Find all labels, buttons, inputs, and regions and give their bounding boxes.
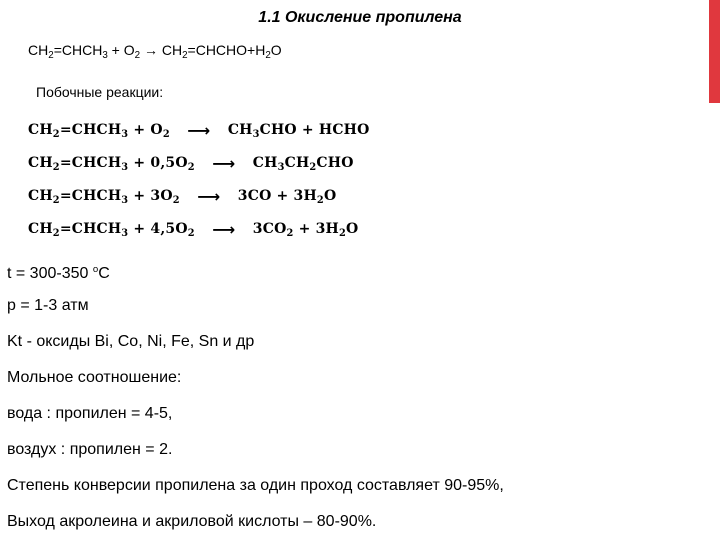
side-reaction-2 — [28, 147, 398, 180]
side-reaction-3 — [28, 180, 398, 213]
reaction-products: $CH_3CHO$ + HCHO — [227, 121, 370, 140]
reaction-reactants: $CH_2=CHCH_3 + 0,5O_2$ — [28, 154, 195, 173]
eq-text: =CHCHO+H — [187, 42, 266, 58]
eq-subscript: 2 — [182, 50, 188, 61]
reaction-products: $CH_3CH_2CHO$ — [252, 154, 354, 173]
reaction-arrow-icon: ⟶ — [212, 220, 236, 239]
conversion-line: Степень конверсии пропилена за один проход составляет 90-95%, — [7, 477, 504, 494]
reaction-reactants: $CH_2=CHCH_3 + 4,5O_2$ — [28, 220, 195, 239]
side-reaction-4 — [28, 213, 398, 246]
eq-text: O — [270, 42, 282, 58]
reaction-arrow-icon: ⟶ — [197, 187, 221, 206]
reaction-conditions — [7, 256, 707, 544]
reaction-arrow-icon: ⟶ — [212, 154, 236, 173]
eq-text: =CHCH — [53, 42, 103, 58]
eq-text: CH — [28, 42, 49, 58]
eq-text: + O — [107, 42, 135, 58]
catalyst-line: Kt - оксиды Bi, Co, Ni, Fe, Sn и др — [7, 333, 255, 350]
water-ratio-line: вода : пропилен = 4-5, — [7, 405, 173, 422]
eq-subscript: 2 — [265, 50, 271, 61]
side-reaction-1 — [28, 114, 398, 147]
eq-subscript: 2 — [134, 50, 141, 61]
temperature-line: t = 300-350 $^o$C — [7, 264, 110, 282]
slide-title: 1.1 Окисление пропилена — [258, 9, 462, 26]
eq-subscript: 2 — [48, 50, 54, 61]
reaction-products: $3CO_2 + 3H_2O$ — [252, 220, 359, 239]
main-reaction-equation — [28, 42, 282, 61]
side-reactions-label: Побочные реакции: — [36, 84, 164, 100]
side-reactions-list — [28, 114, 398, 246]
molar-ratio-label: Мольное соотношение: — [7, 369, 182, 386]
yield-line: Выход акролеина и акриловой кислоты – 80-90%. — [7, 513, 377, 530]
eq-text: → CH — [140, 42, 183, 58]
reaction-arrow-icon: ⟶ — [187, 121, 211, 140]
reaction-reactants: $CH_2=CHCH_3 + 3O_2$ — [28, 187, 180, 206]
pressure-line: p = 1-3 атм — [7, 297, 89, 314]
reaction-products: $3CO + 3H_2O$ — [237, 187, 337, 206]
eq-subscript: 3 — [102, 50, 108, 61]
reaction-reactants: $CH_2=CHCH_3 + O_2$ — [28, 121, 170, 140]
air-ratio-line: воздух : пропилен = 2. — [7, 441, 173, 458]
